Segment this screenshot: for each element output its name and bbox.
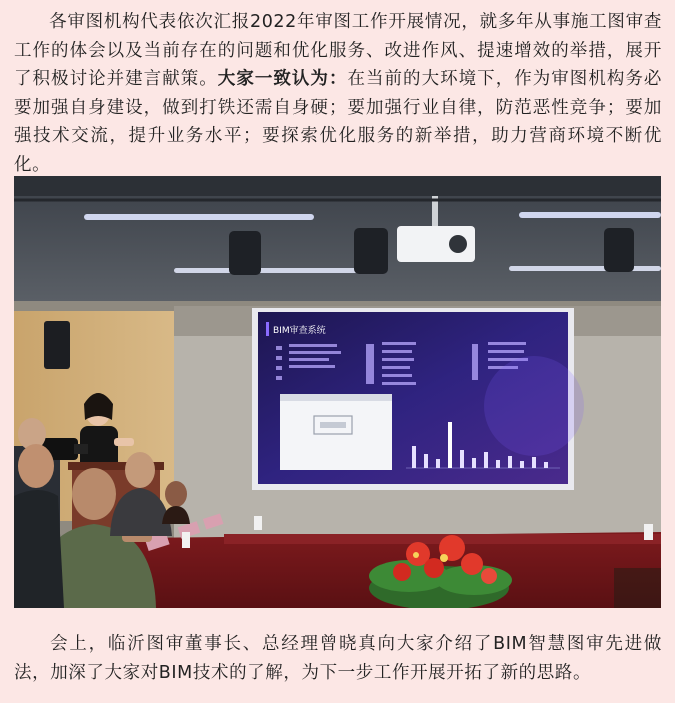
paragraph-emphasis: 大家一致认为： xyxy=(217,69,348,89)
paragraph-meeting-discussion xyxy=(14,8,662,179)
meeting-photo xyxy=(14,176,661,608)
ceiling-speaker xyxy=(354,228,388,274)
ceiling-light xyxy=(509,266,661,271)
ceiling-light xyxy=(174,268,364,273)
paragraph-bim-introduction xyxy=(14,630,662,687)
paragraph-text-tail: 在当前的大环境下，作为审图机构务必要加强自身建设，做到打铁还需自身硬；要加强行业自律，防范恶性竞争；要加强技术交流，提升业务水平；要探索优化服务的新举措，助力营商环境不断优化。 xyxy=(14,69,662,175)
slide-screenshot xyxy=(280,394,392,470)
ceiling-light xyxy=(519,212,661,218)
paper-cup xyxy=(254,516,262,530)
wall-speaker xyxy=(44,321,70,369)
ceiling-speaker xyxy=(604,228,634,272)
paragraph-text: 会上，临沂图审董事长、总经理曾晓真向大家介绍了BIM智慧图审先进做法，加深了大家对BIM技术的了解，为下一步工作开展开拓了新的思路。 xyxy=(14,634,662,683)
ceiling-light xyxy=(84,214,314,220)
ceiling-speaker xyxy=(229,231,261,275)
slide-title: BIM审查系统 xyxy=(273,326,326,336)
paper-cup xyxy=(182,532,190,548)
paper-cup xyxy=(644,524,653,540)
paragraph-text-lead: 各审图机构代表依次汇报2022年审图工作开展情况，就多年从事施工图审查工作的体会以及当前存在的问题和优化服务、改进作风、提速增效的举措，展开了积极讨论并建言献策。 xyxy=(14,12,662,89)
meeting-photo-illustration xyxy=(14,176,661,608)
